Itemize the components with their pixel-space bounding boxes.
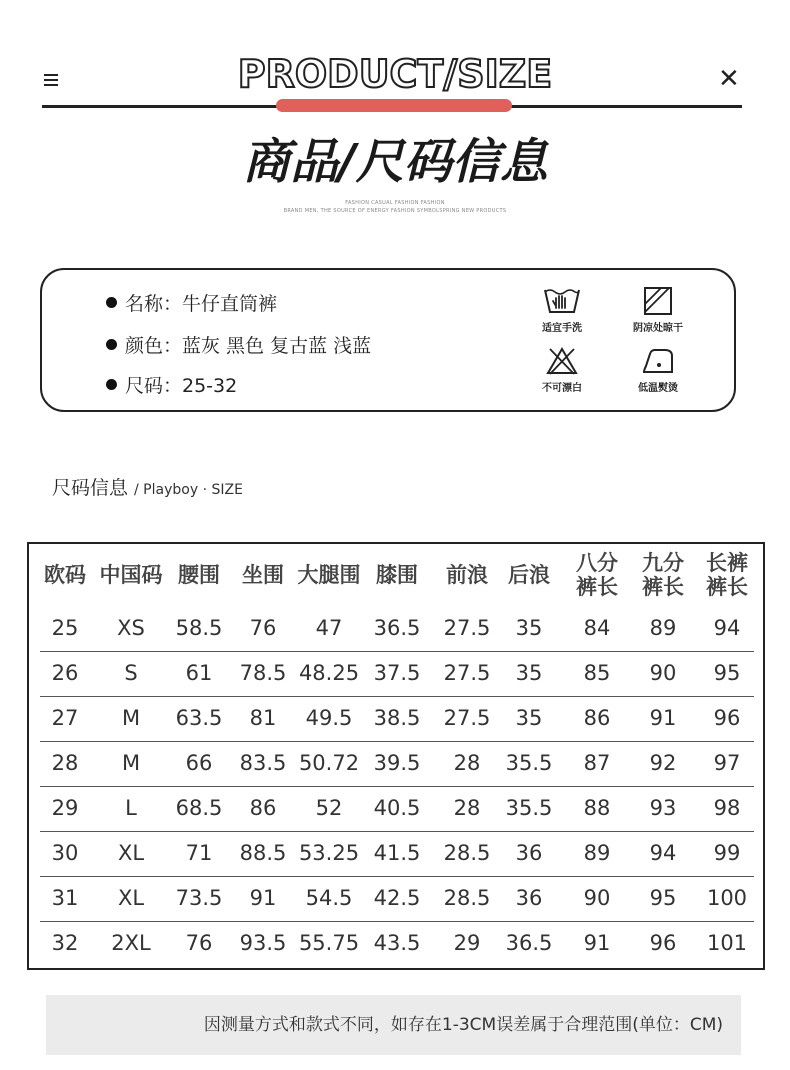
table-header-text [100, 563, 163, 587]
table-cell: XL [117, 841, 145, 865]
table-cell: 28 [453, 751, 481, 775]
table-header-cell [166, 544, 232, 606]
table-row [40, 741, 754, 787]
table-cell: 32 [51, 931, 79, 955]
table-cell: 35.5 [505, 751, 553, 775]
size-section-heading: 尺码信息 [52, 477, 129, 499]
table-cell: 53.25 [298, 841, 360, 865]
table-header-cell [694, 544, 760, 606]
table-cell: 35.5 [505, 796, 553, 820]
table-cell: 84 [583, 616, 611, 640]
table-cell: 66 [185, 751, 213, 775]
table-cell: 28.5 [443, 886, 491, 910]
table-cell: 101 [706, 931, 748, 955]
measurement-note: 因测量方式和款式不同，如存在1-3CM误差属于合理范围(单位：CM) [46, 995, 741, 1055]
table-cell: 94 [713, 616, 741, 640]
subtitle-line-1: FASHION CASUAL FASHION FASHION [345, 200, 445, 206]
table-cell: 61 [185, 661, 213, 685]
table-cell: 93.5 [239, 931, 287, 955]
table-cell: 27.5 [443, 616, 491, 640]
table-cell: 55.75 [298, 931, 360, 955]
table-cell: 97 [713, 751, 741, 775]
table-cell: 58.5 [175, 616, 223, 640]
table-header-line: 腰围 [178, 563, 220, 587]
table-cell: 50.72 [298, 751, 360, 775]
table-cell: 90 [649, 661, 677, 685]
table-cell: XL [117, 886, 145, 910]
table-header-cell [98, 544, 164, 606]
table-cell: 73.5 [175, 886, 223, 910]
table-cell: 91 [249, 886, 277, 910]
table-cell: 29 [453, 931, 481, 955]
table-header-text [242, 563, 284, 587]
table-header-cell [434, 544, 500, 606]
table-cell: 87 [583, 751, 611, 775]
product-info-card [40, 268, 736, 412]
table-row [40, 786, 754, 832]
size-table [27, 542, 765, 970]
table-cell: 36.5 [373, 616, 421, 640]
header-title: PRODUCT/SIZE [237, 52, 553, 96]
bullet-icon [106, 339, 117, 350]
table-header-line: 八分 [576, 551, 618, 575]
table-cell: 25 [51, 616, 79, 640]
table-cell: 96 [649, 931, 677, 955]
table-header-line: 前浪 [446, 563, 488, 587]
care-label: 阴凉处晾干 [633, 323, 683, 334]
table-header-text [642, 551, 684, 599]
table-cell: 63.5 [175, 706, 223, 730]
table-cell: 96 [713, 706, 741, 730]
table-header-text [44, 563, 86, 587]
table-cell: 86 [249, 796, 277, 820]
table-header-line: 长裤 [706, 551, 748, 575]
table-cell: 36 [515, 841, 543, 865]
table-cell: 76 [249, 616, 277, 640]
care-label: 适宜手洗 [542, 323, 582, 334]
table-cell: 89 [583, 841, 611, 865]
table-header-text [446, 563, 488, 587]
table-cell: 27.5 [443, 706, 491, 730]
product-name-item [106, 292, 277, 316]
table-cell: M [121, 706, 141, 730]
care-hand-wash [522, 286, 602, 334]
table-header-line: 中国码 [99, 563, 163, 587]
table-header-line: 膝围 [376, 563, 418, 587]
table-cell: 95 [713, 661, 741, 685]
table-cell: 83.5 [239, 751, 287, 775]
close-icon[interactable]: ✕ [718, 64, 740, 94]
table-cell: 35 [515, 661, 543, 685]
top-bar [0, 0, 790, 120]
table-header-row [29, 544, 763, 606]
table-header-text [376, 563, 418, 587]
table-cell: 95 [649, 886, 677, 910]
table-row [40, 606, 754, 652]
table-cell: 76 [185, 931, 213, 955]
bullet-icon [106, 379, 117, 390]
care-label: 不可漂白 [542, 383, 582, 394]
page-title: 商品/尺码信息 [242, 134, 548, 190]
size-section-sub: / Playboy · SIZE [134, 482, 243, 498]
table-header-text [178, 563, 220, 587]
table-cell: 92 [649, 751, 677, 775]
hand-wash-icon [542, 286, 582, 316]
table-cell: 52 [315, 796, 343, 820]
product-colors-item [106, 334, 371, 358]
product-colors: 颜色：蓝灰 黑色 复古蓝 浅蓝 [125, 335, 372, 357]
table-header-text [298, 563, 361, 587]
low-iron-icon [641, 346, 675, 376]
table-cell: 49.5 [305, 706, 353, 730]
table-cell: 78.5 [239, 661, 287, 685]
table-cell: 31 [51, 886, 79, 910]
table-cell: 35 [515, 706, 543, 730]
table-row [40, 651, 754, 697]
table-cell: 90 [583, 886, 611, 910]
table-header-line: 九分 [642, 551, 684, 575]
table-header-text [706, 551, 748, 599]
table-cell: 68.5 [175, 796, 223, 820]
table-cell: M [121, 751, 141, 775]
table-header-line: 欧码 [44, 563, 86, 587]
table-cell: 27 [51, 706, 79, 730]
table-header-line: 裤长 [576, 575, 618, 599]
table-cell: 36.5 [505, 931, 553, 955]
table-cell: 35 [515, 616, 543, 640]
product-name: 名称：牛仔直筒裤 [125, 293, 278, 315]
care-label: 低温熨烫 [638, 383, 678, 394]
shade-dry-icon [642, 286, 674, 316]
table-cell: 71 [185, 841, 213, 865]
table-cell: XS [117, 616, 145, 640]
table-cell: 85 [583, 661, 611, 685]
care-no-bleach [522, 346, 602, 394]
table-header-line: 裤长 [706, 575, 748, 599]
table-header-line: 大腿围 [297, 563, 361, 587]
table-cell: 98 [713, 796, 741, 820]
table-cell: 37.5 [373, 661, 421, 685]
bullet-icon [106, 297, 117, 308]
table-cell: 36 [515, 886, 543, 910]
table-cell: 28 [453, 796, 481, 820]
table-cell: 54.5 [305, 886, 353, 910]
table-cell: 39.5 [373, 751, 421, 775]
table-cell: 41.5 [373, 841, 421, 865]
table-cell: 43.5 [373, 931, 421, 955]
table-cell: 28.5 [443, 841, 491, 865]
table-header-line: 坐围 [242, 563, 284, 587]
table-cell: 81 [249, 706, 277, 730]
table-cell: L [125, 796, 137, 820]
table-row [40, 876, 754, 922]
table-cell: 100 [706, 886, 748, 910]
care-low-iron [618, 346, 698, 394]
care-shade-dry [618, 286, 698, 334]
table-cell: 29 [51, 796, 79, 820]
table-header-cell [496, 544, 562, 606]
table-cell: 26 [51, 661, 79, 685]
table-cell: 91 [649, 706, 677, 730]
table-cell: 27.5 [443, 661, 491, 685]
table-cell: S [124, 661, 138, 685]
table-cell: 94 [649, 841, 677, 865]
table-cell: 28 [51, 751, 79, 775]
header-accent-bar [276, 99, 512, 112]
table-cell: 47 [315, 616, 343, 640]
table-cell: 88.5 [239, 841, 287, 865]
table-cell: 91 [583, 931, 611, 955]
table-row [40, 831, 754, 877]
product-sizes-item [106, 374, 237, 398]
table-header-cell [296, 544, 362, 606]
table-cell: 30 [51, 841, 79, 865]
table-cell: 93 [649, 796, 677, 820]
product-sizes: 尺码：25-32 [125, 375, 238, 397]
table-row [40, 921, 754, 966]
table-row [40, 696, 754, 742]
table-header-cell [230, 544, 296, 606]
table-header-cell [32, 544, 98, 606]
table-cell: 42.5 [373, 886, 421, 910]
subtitle-line-2: BRAND MEN, THE SOURCE OF ENERGY FASHION SYMBOLSPRING NEW PRODUCTS [283, 208, 507, 214]
table-cell: 48.25 [298, 661, 360, 685]
table-header-text [576, 551, 618, 599]
table-cell: 86 [583, 706, 611, 730]
table-cell: 89 [649, 616, 677, 640]
table-cell: 99 [713, 841, 741, 865]
table-header-cell [564, 544, 630, 606]
no-bleach-icon [545, 346, 579, 376]
table-cell: 40.5 [373, 796, 421, 820]
table-header-text [508, 563, 550, 587]
table-header-line: 后浪 [508, 563, 550, 587]
table-header-line: 裤长 [642, 575, 684, 599]
size-section-title [52, 476, 243, 502]
table-cell: 88 [583, 796, 611, 820]
table-header-cell [364, 544, 430, 606]
table-header-cell [630, 544, 696, 606]
table-cell: 2XL [111, 931, 151, 955]
table-cell: 38.5 [373, 706, 421, 730]
